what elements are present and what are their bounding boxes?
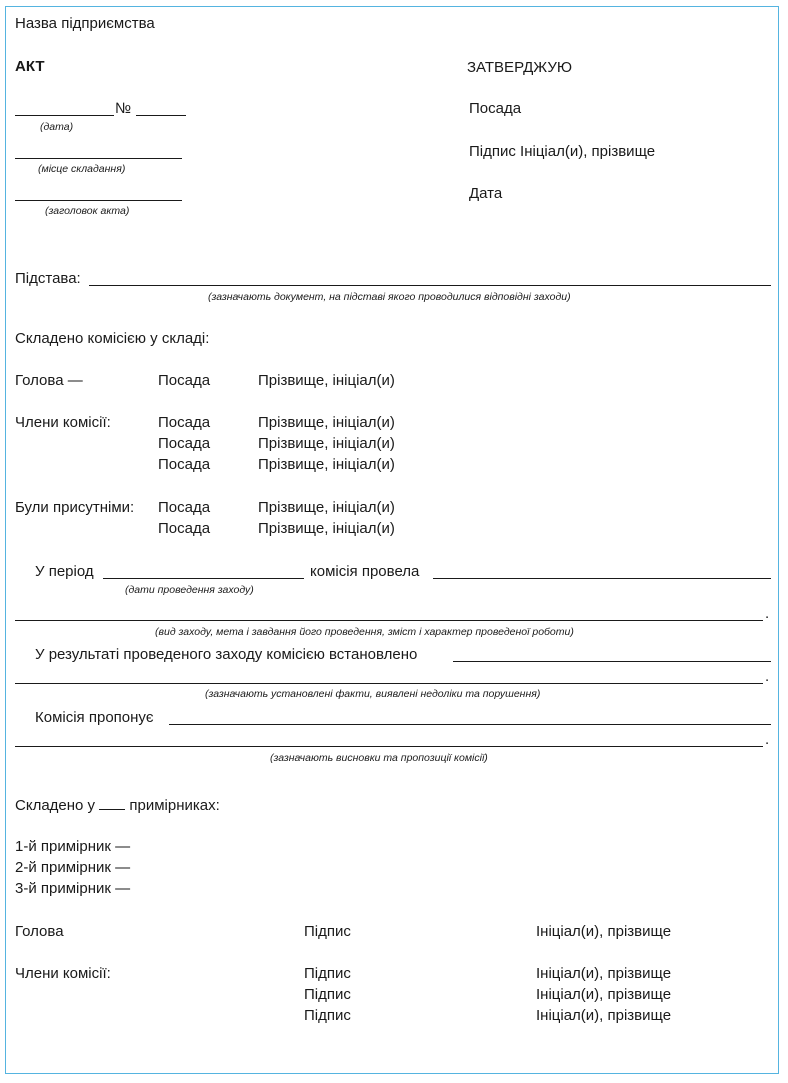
hint-proposes: (зазначають висновки та пропозиції комісії) [270, 752, 488, 764]
company-name: Назва підприємства [15, 15, 155, 32]
copy-item-2: 2-й примірник — [15, 859, 131, 876]
hint-date: (дата) [40, 121, 74, 133]
sig-members-label: Члени комісії: [15, 965, 111, 982]
result-line-1 [453, 661, 771, 662]
place-line [15, 158, 182, 159]
sig-member-1-name: Ініціал(и), прізвище [536, 965, 672, 982]
member-2-name: Прізвище, ініціал(и) [258, 435, 395, 452]
proposes-dot: . [765, 731, 770, 748]
hint-place: (місце складання) [38, 163, 126, 175]
period-line [103, 578, 304, 579]
present-1-name: Прізвище, ініціал(и) [258, 499, 395, 516]
present-1-position: Посада [158, 499, 211, 516]
sig-member-2-sign: Підпис [304, 986, 351, 1003]
doc-title: АКТ [15, 58, 45, 75]
sig-member-3-sign: Підпис [304, 1007, 351, 1024]
commission-intro: Складено комісією у складі: [15, 330, 210, 347]
copy-item-1: 1-й примірник — [15, 838, 131, 855]
approver-signature: Підпис Ініціал(и), прізвище [469, 143, 656, 160]
activity-line-2 [15, 620, 763, 621]
approver-date: Дата [469, 185, 503, 202]
period-suffix: комісія провела [310, 563, 420, 580]
head-label: Голова — [15, 372, 83, 389]
member-1-name: Прізвище, ініціал(и) [258, 414, 395, 431]
hint-activity: (вид заходу, мета і завдання його проведення, зміст і характер проведеної роботи) [155, 626, 574, 638]
sig-member-3-name: Ініціал(и), прізвище [536, 1007, 672, 1024]
member-3-name: Прізвище, ініціал(и) [258, 456, 395, 473]
date-line [15, 115, 114, 116]
copy-item-3: 3-й примірник — [15, 880, 131, 897]
copies-line [15, 795, 220, 815]
basis-hint: (зазначають документ, на підставі якого проводилися відповідні заходи) [208, 291, 571, 303]
sig-head-name: Ініціал(и), прізвище [536, 923, 672, 940]
member-3-position: Посада [158, 456, 211, 473]
result-text: У результаті проведеного заходу комісією встановлено [35, 646, 418, 663]
head-position: Посада [158, 372, 211, 389]
proposes-line-1 [169, 724, 771, 725]
result-line-2 [15, 683, 763, 684]
copies-count-line [99, 795, 125, 810]
member-2-position: Посада [158, 435, 211, 452]
present-2-name: Прізвище, ініціал(и) [258, 520, 395, 537]
activity-line-1 [433, 578, 771, 579]
sig-head-label: Голова [15, 923, 64, 940]
sig-head-sign: Підпис [304, 923, 351, 940]
copies-suffix: примірниках: [129, 797, 220, 814]
present-label: Були присутніми: [15, 499, 135, 516]
hint-period: (дати проведення заходу) [125, 584, 254, 596]
number-sign: № [115, 100, 132, 117]
approve-label: ЗАТВЕРДЖУЮ [467, 59, 573, 76]
proposes-text: Комісія пропонує [35, 709, 154, 726]
member-1-position: Посада [158, 414, 211, 431]
present-2-position: Посада [158, 520, 211, 537]
head-name: Прізвище, ініціал(и) [258, 372, 395, 389]
copies-prefix: Складено у [15, 797, 96, 814]
approver-position: Посада [469, 100, 522, 117]
number-line [136, 115, 186, 116]
activity-dot: . [765, 605, 770, 622]
members-label: Члени комісії: [15, 414, 111, 431]
basis-label: Підстава: [15, 270, 81, 287]
period-prefix: У період [35, 563, 94, 580]
hint-title: (заголовок акта) [45, 205, 130, 217]
result-dot: . [765, 668, 770, 685]
title-line [15, 200, 182, 201]
sig-member-1-sign: Підпис [304, 965, 351, 982]
sig-member-2-name: Ініціал(и), прізвище [536, 986, 672, 1003]
hint-result: (зазначають установлені факти, виявлені недоліки та порушення) [205, 688, 541, 700]
proposes-line-2 [15, 746, 763, 747]
basis-line [89, 285, 771, 286]
